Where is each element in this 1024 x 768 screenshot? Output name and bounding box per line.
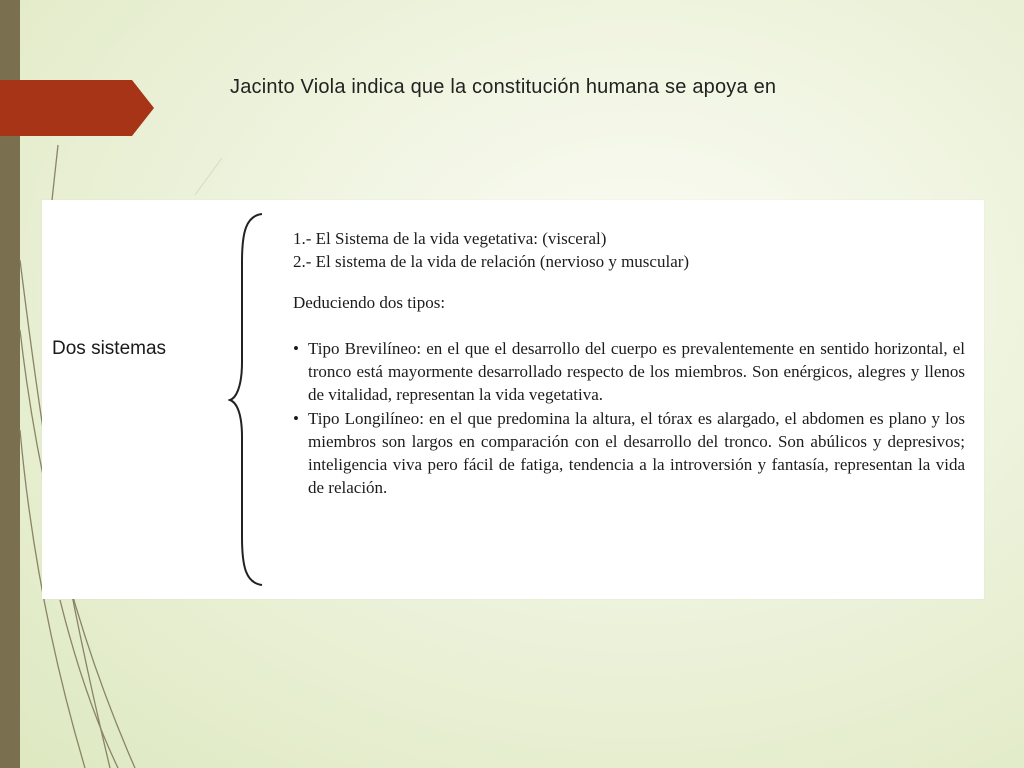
type-text: Tipo Brevilíneo: en el que el desarrollo del cuerpo es prevalentemente en sentido horizontal, el tronco está mayormente desarrollado respecto de los miembros. Son enérgicos, alegres y llenos de vitalidad, representan la vida vegetativa. — [308, 339, 965, 404]
bullet-dot-icon: • — [293, 339, 299, 358]
system-item-2: 2.- El sistema de la vida de relación (nervioso y muscular) — [293, 252, 690, 271]
type-text: Tipo Longilíneo: en el que predomina la altura, el tórax es alargado, el abdomen es plano y los miembros son largos en comparación con el desarrollo del tronco. Son abúlicos y depresivos; inteligencia viva pero fácil de fatiga, tendencia a la introversión y fantasía, representan la vida de relación. — [308, 409, 965, 497]
types-list — [293, 337, 965, 499]
left-curly-brace-icon — [228, 212, 268, 587]
bullet-dot-icon: • — [293, 409, 299, 428]
type-item-longilineo — [293, 407, 965, 499]
figure-panel — [42, 200, 984, 599]
systems-label: Dos sistemas — [52, 338, 167, 359]
type-item-brevilineo — [293, 337, 965, 406]
system-item-1: 1.- El Sistema de la vida vegetativa: (visceral) — [293, 229, 607, 248]
slide-title: Jacinto Viola indica que la constitución humana se apoya en — [230, 76, 777, 98]
deduction-heading: Deduciendo dos tipos: — [293, 293, 446, 312]
figure-content — [293, 227, 965, 499]
title-arrow-tab — [0, 80, 154, 136]
